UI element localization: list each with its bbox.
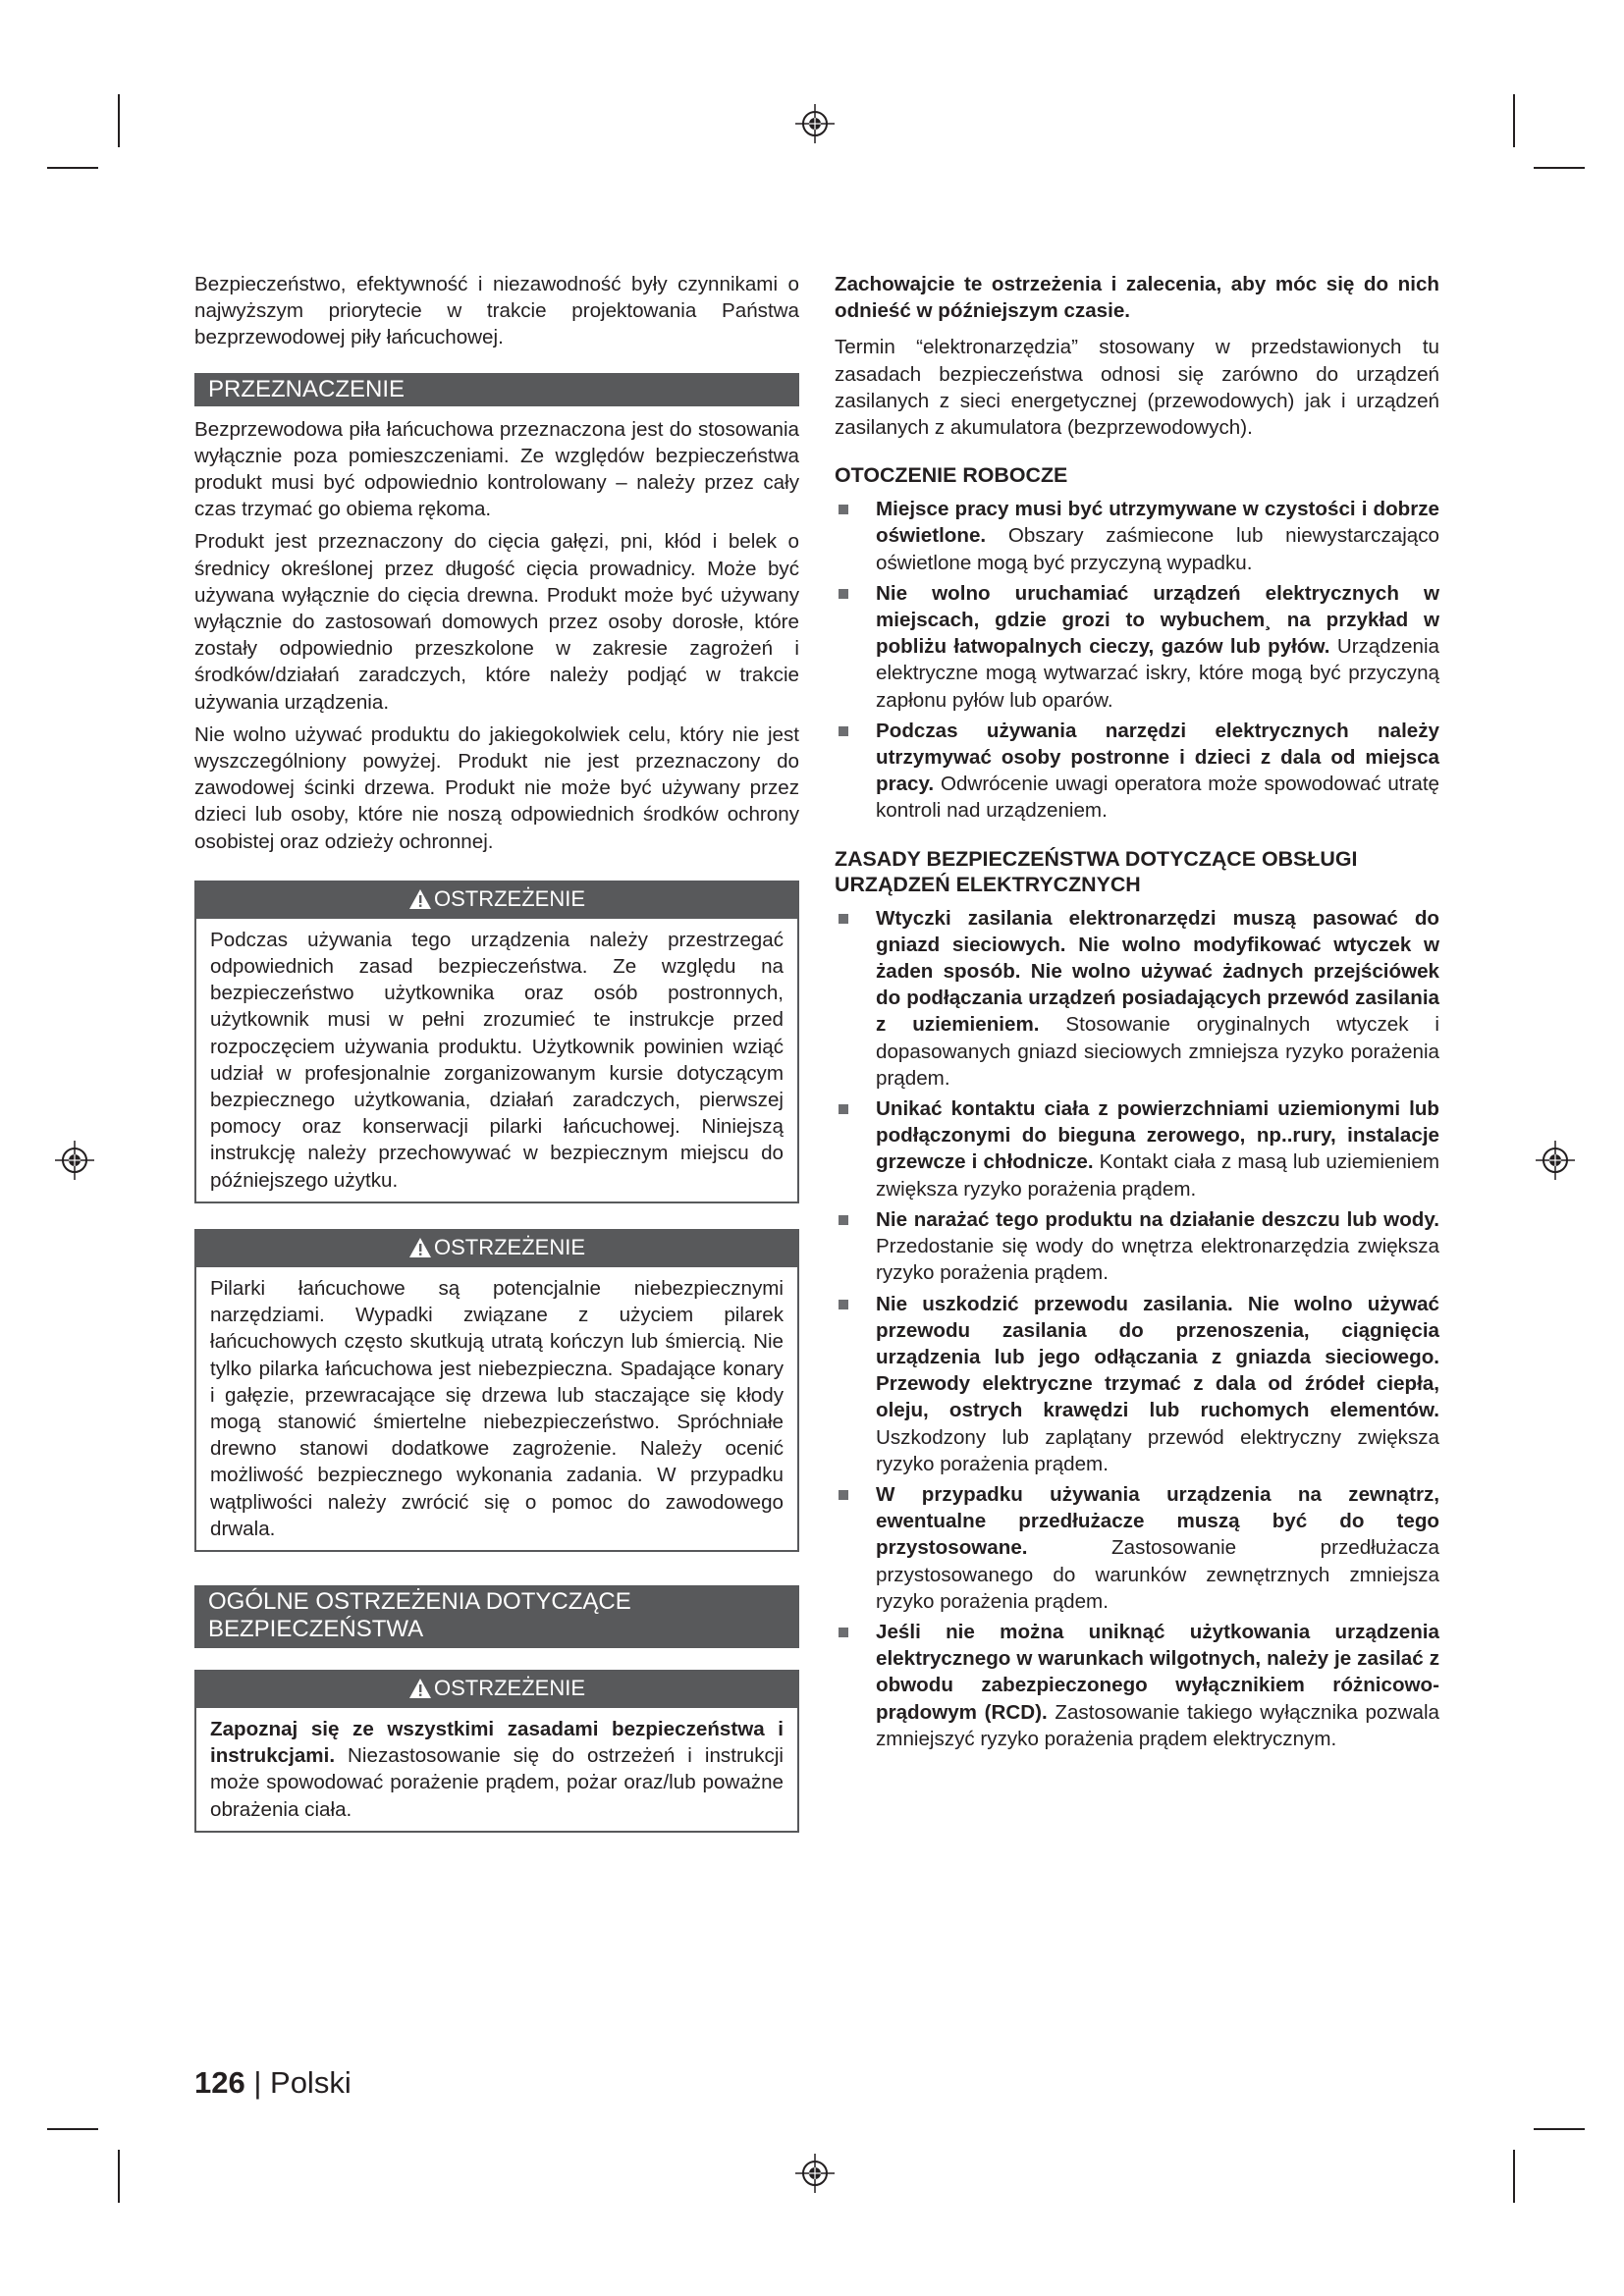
bullet-icon	[839, 1300, 848, 1309]
warning-title	[196, 882, 797, 919]
keep-instructions-note: Zachowajcie te ostrzeżenia i zalecenia, aby móc się do nich odnieść w późniejszym czasie.	[835, 273, 1439, 323]
list-item: Miejsce pracy musi być utrzymywane w czystości i dobrze oświetlone. Obszary zaśmiecone lub niewystarczająco oświetlone mogą być przyczyną wypadku.	[835, 496, 1439, 576]
section-heading-line: BEZPIECZEŃSTWA	[208, 1615, 424, 1642]
warning-text: Niezastosowanie się do ostrzeżeń i instrukcji może spowodować porażenie prądem, pożar oraz/lub poważne obrażenia ciała.	[210, 1744, 784, 1821]
intro-paragraph: Bezpieczeństwo, efektywność i niezawodność były czynnikami o najwyższym priorytecie w trakcie projektowania Państwa bezprzewodowej piły łańcuchowej.	[194, 273, 799, 349]
crop-mark-top-right-v	[1513, 94, 1515, 147]
list-item: Nie uszkodzić przewodu zasilania. Nie wolno używać przewodu zasilania do przenoszenia, ciągnięcia urządzenia lub jego odłączania z gniazda sieciowego. Przewody elektryczne trzymać z dala od źródeł ciepła, oleju, ostrych krawędzi lub ruchomych elementów. Uszkodzony lub zaplątany przewód elektryczny zwiększa ryzyko porażenia prądem.	[835, 1291, 1439, 1477]
crop-mark-top-right-h	[1534, 167, 1585, 169]
list-item: W przypadku używania urządzenia na zewnątrz, ewentualne przedłużacze muszą być do tego przystosowane. Zastosowanie przedłużacza przystosowanego do warunków zewnętrznych zmniejsza ryzyko porażenia prądem.	[835, 1481, 1439, 1615]
warning-box-1	[194, 881, 799, 1203]
otoczenie-list	[835, 496, 1439, 824]
zasady-list	[835, 905, 1439, 1752]
bullet-icon	[839, 1490, 848, 1500]
warning-box-3	[194, 1670, 799, 1833]
term-definition-note: Termin “elektronarzędzia” stosowany w przedstawionych tu zasadach bezpieczeństwa odnosi się zarówno do urządzeń zasilanych z sieci energetycznej (przewodowych) jak i urządzeń zasilanych z akumulatora (bezprzewodowych).	[835, 336, 1439, 440]
list-item: Wtyczki zasilania elektronarzędzi muszą pasować do gniazd sieciowych. Nie wolno modyfikować wtyczek w żaden sposób. Nie wolno używać żadnych przejściówek do podłączania urządzeń posiadających przewód zasilania z uziemieniem. Stosowanie oryginalnych wtyczek i dopasowanych gniazd sieciowych zmniejsza ryzyko porażenia prądem.	[835, 905, 1439, 1092]
przeznaczenie-paragraph: Bezprzewodowa piła łańcuchowa przeznaczona jest do stosowania wyłącznie poza pomieszczeniami. Ze względów bezpieczeństwa produkt musi być odpowiednio kontrolowany – należy przez cały czas trzymać go obiema rękoma.	[194, 417, 799, 521]
section-heading-line: OGÓLNE OSTRZEŻENIA DOTYCZĄCE	[208, 1587, 631, 1615]
crop-mark-bottom-right-h	[1534, 2128, 1585, 2130]
registration-mark-bottom-icon	[795, 2154, 835, 2193]
warning-body: Pilarki łańcuchowe są potencjalnie niebezpiecznymi narzędziami. Wypadki związane z użyciem pilarek łańcuchowych często skutkują utratą kończyn lub śmiercią. Nie tylko pilarka łańcuchowa jest niebezpieczna. Spadające konary i gałęzie, przewracające się drzewa lub staczające się kłody mogą stanowić śmiertelne niebezpieczeństwo. Spróchniałe drewno stanowi dodatkowe zagrożenie. Należy ocenić możliwość bezpiecznego wykonania zadania. W przypadku wątpliwości należy zwrócić się o pomoc do zawodowego drwala.	[210, 1276, 784, 1540]
warning-bold-text: Zapoznaj się ze wszystkimi zasadami bezpieczeństwa i instrukcjami.	[210, 1717, 784, 1768]
przeznaczenie-paragraph: Produkt jest przeznaczony do cięcia gałęzi, pni, kłód i belek o średnicy określonej przez długość cięcia prowadnicy. Może być używana wyłącznie do cięcia drewna. Produkt może być używany wyłącznie do zastosowań domowych przez osoby dorosłe, które zostały odpowiednio przeszkolone w zakresie zagrożeń i środków/działań zaradczych, które należy podjąć w trakcie używania urządzenia.	[194, 530, 799, 714]
crop-mark-top-left-v	[118, 94, 120, 147]
registration-mark-top-icon	[795, 104, 835, 143]
warning-title-text: OSTRZEŻENIE	[433, 1234, 585, 1259]
bullet-icon	[839, 589, 848, 599]
warning-title	[196, 1231, 797, 1267]
warning-box-2	[194, 1229, 799, 1552]
warning-icon	[408, 1678, 432, 1706]
subheading-zasady: ZASADY BEZPIECZEŃSTWA DOTYCZĄCE OBSŁUGI URZĄDZEŃ ELEKTRYCZNYCH	[835, 846, 1358, 896]
przeznaczenie-paragraph: Nie wolno używać produktu do jakiegokolwiek celu, który nie jest wyszczególniony powyżej. Produkt nie jest przeznaczony do zawodowej ścinki drzewa. Produkt nie może być używany przez dzieci lub osoby, które nie noszą odpowiednich środków ochrony osobistej oraz odzieży ochronnej.	[194, 722, 799, 853]
section-heading-ogolne	[194, 1585, 799, 1648]
list-item: Nie wolno uruchamiać urządzeń elektrycznych w miejscach, gdzie grozi to wybuchem¸ na przykład w pobliżu łatwopalnych cieczy, gazów lub pyłów. Urządzenia elektryczne mogą wytwarzać iskry, które mogą być przyczyną zapłonu pyłów lub oparów.	[835, 580, 1439, 714]
left-column	[194, 271, 799, 1856]
list-item: Jeśli nie można uniknąć użytkowania urządzenia elektrycznego w warunkach wilgotnych, należy je zasilać z obwodu zabezpieczonego wyłącznikiem różnicowo-prądowym (RCD). Zastosowanie takiego wyłącznika pozwala zmniejszyć ryzyko porażenia prądem elektrycznym.	[835, 1619, 1439, 1752]
warning-title	[196, 1672, 797, 1708]
crop-mark-bottom-left-h	[47, 2128, 98, 2130]
page-language: Polski	[270, 2065, 352, 2100]
list-item: Podczas używania narzędzi elektrycznych należy utrzymywać osoby postronne i dzieci z dala od miejsca pracy. Odwrócenie uwagi operatora może spowodować utratę kontroli nad urządzeniem.	[835, 718, 1439, 825]
bullet-icon	[839, 914, 848, 924]
crop-mark-bottom-left-v	[118, 2150, 120, 2203]
warning-icon	[408, 888, 432, 917]
list-item: Nie narażać tego produktu na działanie deszczu lub wody. Przedostanie się wody do wnętrza elektronarzędzia zwiększa ryzyko porażenia prądem.	[835, 1206, 1439, 1287]
warning-body: Podczas używania tego urządzenia należy przestrzegać odpowiednich zasad bezpieczeństwa. Ze względu na bezpieczeństwo użytkownika oraz osób postronnych, użytkownik musi w pełni zrozumieć te instrukcje przed rozpoczęciem używania produktu. Użytkownik powinien wziąć udział w profesjonalnie zorganizowanym kursie dotyczącym bezpiecznego użytkowania, działań zaradczych, pierwszej pomocy oraz konserwacji pilarki łańcuchowej. Niniejszą instrukcję należy przechowywać w bezpiecznym miejscu do późniejszego użytku.	[210, 928, 784, 1192]
footer-separator: |	[244, 2065, 271, 2100]
page-footer	[194, 2065, 352, 2101]
section-heading-przeznaczenie: PRZEZNACZENIE	[194, 373, 799, 406]
crop-mark-bottom-right-v	[1513, 2150, 1515, 2203]
warning-title-text: OSTRZEŻENIE	[433, 885, 585, 911]
crop-mark-top-left-h	[47, 167, 98, 169]
subheading-otoczenie: OTOCZENIE ROBOCZE	[835, 463, 1068, 488]
list-item: Unikać kontaktu ciała z powierzchniami uziemionymi lub podłączonymi do bieguna zerowego, np..rury, instalacje grzewcze i chłodnicze. Kontakt ciała z masą lub uziemieniem zwiększa ryzyko porażenia prądem.	[835, 1095, 1439, 1202]
warning-title-text: OSTRZEŻENIE	[433, 1675, 585, 1700]
bullet-icon	[839, 1104, 848, 1114]
warning-body	[196, 1708, 797, 1831]
right-column	[835, 271, 1439, 1762]
bullet-icon	[839, 1215, 848, 1225]
page-number: 126	[194, 2065, 245, 2100]
registration-mark-right-icon	[1536, 1141, 1575, 1180]
bullet-icon	[839, 1628, 848, 1637]
warning-icon	[408, 1237, 432, 1265]
registration-mark-left-icon	[55, 1141, 94, 1180]
bullet-icon	[839, 505, 848, 514]
bullet-icon	[839, 726, 848, 736]
